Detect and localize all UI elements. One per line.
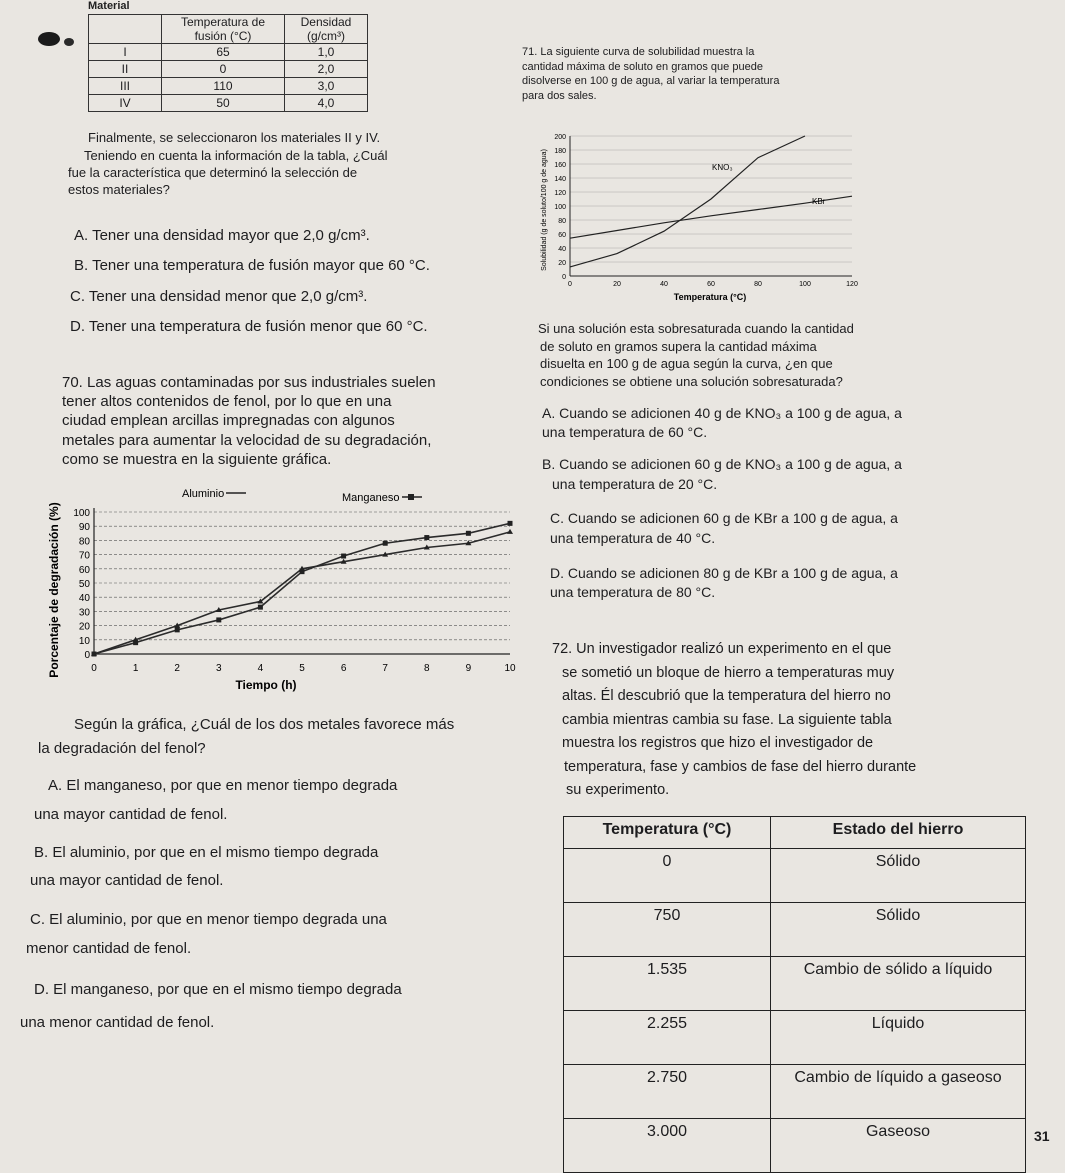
c1-ytick-label: 10 bbox=[78, 635, 90, 647]
c2-ytick-label: 160 bbox=[554, 162, 566, 169]
c2-xtick-label: 80 bbox=[754, 281, 762, 288]
q69-option-c[interactable]: C. Tener una densidad menor que 2,0 g/cm³. bbox=[70, 288, 368, 305]
c1-point bbox=[216, 617, 221, 622]
c1-xtick-label: 6 bbox=[340, 663, 347, 674]
cell: 50 bbox=[162, 95, 285, 112]
cell: 0 bbox=[162, 61, 285, 78]
c1-xtick-label: 4 bbox=[257, 663, 264, 674]
q69-stem-3: fue la característica que determinó la selección de bbox=[68, 165, 358, 180]
c1-point bbox=[508, 521, 513, 526]
cell: 65 bbox=[162, 44, 285, 61]
cell: II bbox=[89, 61, 162, 78]
q72-stem-5: muestra los registros que hizo el investigador de bbox=[562, 735, 874, 751]
cell: 3.000 bbox=[564, 1119, 771, 1173]
q72-stem-6: temperatura, fase y cambios de fase del hierro durante bbox=[564, 758, 917, 775]
c2-ytick-label: 140 bbox=[554, 176, 566, 183]
q71-stem-4: para dos sales. bbox=[522, 89, 597, 102]
option-line: una menor cantidad de fenol. bbox=[20, 1014, 215, 1031]
q69-stem-4: estos materiales? bbox=[68, 182, 170, 197]
kno3-series-label: KNO₃ bbox=[712, 163, 733, 172]
c2-ytick-label: 0 bbox=[562, 274, 566, 281]
cell: Cambio de sólido a líquido bbox=[771, 957, 1026, 1011]
q72-stem-4: cambia mientras cambia su fase. La siguiente tabla bbox=[562, 711, 892, 728]
iron-phase-table bbox=[563, 816, 1026, 1173]
option-line: C. Cuando se adicionen 60 g de KBr a 100 g de agua, a bbox=[550, 510, 898, 526]
option-line: A. El manganeso, por que en menor tiempo degrada bbox=[48, 777, 398, 794]
cell: 110 bbox=[162, 78, 285, 95]
cell: Líquido bbox=[771, 1011, 1026, 1065]
q70-stem-4: metales para aumentar la velocidad de su degradación, bbox=[62, 432, 432, 449]
option-line: menor cantidad de fenol. bbox=[26, 940, 192, 957]
q72-stem-1: 72. Un investigador realizó un experimento en el que bbox=[552, 641, 892, 657]
q70-question-2: la degradación del fenol? bbox=[38, 740, 206, 757]
c1-ytick-label: 20 bbox=[78, 621, 90, 633]
table-row bbox=[89, 78, 368, 95]
c2-ytick-label: 200 bbox=[554, 134, 566, 141]
c2-ytick-label: 120 bbox=[554, 190, 566, 197]
cell: 4,0 bbox=[285, 95, 368, 112]
option-line: una mayor cantidad de fenol. bbox=[30, 872, 224, 889]
option-line: una temperatura de 40 °C. bbox=[550, 530, 716, 546]
c2-xtick-label: 40 bbox=[660, 281, 668, 288]
option-line: C. El aluminio, por que en menor tiempo degrada una bbox=[30, 911, 387, 928]
q70-stem-2: tener altos contenidos de fenol, por lo que en una bbox=[62, 393, 392, 410]
material-table-header-stub: Material bbox=[88, 0, 130, 12]
c1-point bbox=[175, 627, 180, 632]
c1-xtick-label: 10 bbox=[504, 663, 516, 674]
c1-xtick-label: 0 bbox=[91, 663, 97, 674]
c2-xtick-label: 20 bbox=[613, 281, 621, 288]
q71-stem-3: disolverse en 100 g de agua, al variar la temperatura bbox=[522, 75, 780, 87]
cell: I bbox=[89, 44, 162, 61]
c1-xtick-label: 2 bbox=[174, 663, 180, 674]
c1-point bbox=[300, 569, 305, 574]
c1-xtick-label: 5 bbox=[299, 663, 305, 674]
cell: 1.535 bbox=[564, 957, 771, 1011]
q71-question-1: Si una solución esta sobresaturada cuando la cantidad bbox=[538, 321, 854, 336]
cell: 2.255 bbox=[564, 1011, 771, 1065]
col-state: Estado del hierro bbox=[771, 817, 1026, 849]
c2-ytick-label: 20 bbox=[558, 260, 566, 267]
c1-ytick-label: 0 bbox=[84, 650, 90, 661]
legend-manganeso-marker bbox=[408, 494, 414, 500]
table-row bbox=[89, 44, 368, 61]
cell: 1,0 bbox=[285, 44, 368, 61]
c1-ytick-label: 60 bbox=[78, 564, 90, 576]
degradation-chart bbox=[40, 478, 530, 700]
c1-point bbox=[424, 535, 429, 540]
col-melting: Temperatura de fusión (°C) bbox=[162, 15, 285, 44]
c1-ytick-label: 40 bbox=[78, 593, 90, 605]
option-line: B. El aluminio, por que en el mismo tiempo degrada bbox=[34, 844, 379, 861]
q69-stem-2: Teniendo en cuenta la información de la tabla, ¿Cuál bbox=[84, 148, 388, 163]
table-row bbox=[564, 903, 1026, 957]
q70-stem-5: como se muestra en la siguiente gráfica. bbox=[62, 451, 332, 468]
c1-point bbox=[133, 640, 138, 645]
q69-option-a[interactable]: A. Tener una densidad mayor que 2,0 g/cm³. bbox=[74, 227, 370, 244]
cell: Gaseoso bbox=[771, 1119, 1026, 1173]
col-density: Densidad (g/cm³) bbox=[285, 15, 368, 44]
legend-manganeso-label: Manganeso bbox=[342, 492, 400, 504]
q70-question-1: Según la gráfica, ¿Cuál de los dos metales favorece más bbox=[74, 716, 455, 733]
c1-xtick-label: 9 bbox=[465, 663, 472, 674]
cell: Sólido bbox=[771, 903, 1026, 957]
q71-question-3: disuelta en 100 g de agua según la curva, ¿en que bbox=[540, 356, 833, 371]
q69-option-b[interactable]: B. Tener una temperatura de fusión mayor que 60 °C. bbox=[74, 257, 430, 274]
option-line: una temperatura de 80 °C. bbox=[550, 584, 716, 600]
kbr-series-label: KBr bbox=[812, 197, 826, 206]
c2-ytick-label: 40 bbox=[558, 246, 566, 253]
c1-ylabel: Porcentaje de degradación (%) bbox=[47, 502, 61, 678]
c2-series-line-0 bbox=[570, 136, 805, 267]
option-line: B. Cuando se adicionen 60 g de KNO₃ a 100 g de agua, a bbox=[542, 456, 902, 472]
c1-ytick-label: 90 bbox=[78, 522, 90, 534]
c1-point bbox=[383, 541, 388, 546]
c1-xtick-label: 3 bbox=[216, 663, 222, 674]
table-row bbox=[89, 95, 368, 112]
table-row bbox=[564, 1011, 1026, 1065]
c1-xtick-label: 7 bbox=[382, 663, 388, 674]
q71-question-4: condiciones se obtiene una solución sobresaturada? bbox=[540, 373, 843, 389]
c1-xlabel: Tiempo (h) bbox=[235, 678, 297, 692]
c1-xtick-label: 1 bbox=[132, 663, 139, 674]
q70-stem-3: ciudad emplean arcillas impregnadas con algunos bbox=[62, 412, 395, 429]
hole-punch-dot bbox=[64, 38, 74, 46]
col-temperature: Temperatura (°C) bbox=[564, 817, 771, 849]
c2-ytick-label: 180 bbox=[554, 148, 566, 155]
table-row bbox=[564, 1119, 1026, 1173]
cell: 2,0 bbox=[285, 61, 368, 78]
materials-table bbox=[88, 14, 368, 112]
solubility-chart bbox=[530, 128, 870, 306]
c2-xtick-label: 60 bbox=[707, 281, 715, 288]
q69-stem-1: Finalmente, se seleccionaron los materiales II y IV. bbox=[88, 130, 381, 145]
c2-ytick-label: 80 bbox=[558, 218, 566, 225]
q72-stem-3: altas. Él descubrió que la temperatura del hierro no bbox=[562, 688, 891, 704]
c1-ytick-label: 100 bbox=[73, 508, 90, 519]
q72-stem-7: su experimento. bbox=[566, 782, 670, 798]
option-line: una temperatura de 20 °C. bbox=[552, 476, 718, 492]
c2-ytick-label: 100 bbox=[554, 204, 566, 211]
cell: IV bbox=[89, 95, 162, 112]
c2-xtick-label: 0 bbox=[568, 281, 572, 288]
cell: 2.750 bbox=[564, 1065, 771, 1119]
q72-stem-2: se sometió un bloque de hierro a temperaturas muy bbox=[562, 664, 895, 681]
c1-series-line-1 bbox=[94, 523, 510, 654]
c1-ytick-label: 30 bbox=[78, 607, 90, 619]
page-number: 31 bbox=[1034, 1128, 1050, 1144]
option-line: D. El manganeso, por que en el mismo tiempo degrada bbox=[34, 981, 402, 998]
q71-stem-2: cantidad máxima de soluto en gramos que puede bbox=[522, 60, 763, 73]
col-material bbox=[89, 15, 162, 44]
table-row bbox=[564, 957, 1026, 1011]
c1-ytick-label: 70 bbox=[78, 550, 90, 562]
c1-ytick-label: 50 bbox=[78, 579, 90, 590]
cell: Cambio de líquido a gaseoso bbox=[771, 1065, 1026, 1119]
c1-point bbox=[92, 652, 97, 657]
option-line: una temperatura de 60 °C. bbox=[542, 424, 708, 440]
c2-xtick-label: 100 bbox=[799, 281, 811, 288]
c1-point bbox=[507, 529, 513, 534]
table-row bbox=[564, 849, 1026, 903]
q71-stem-1: 71. La siguiente curva de solubilidad muestra la bbox=[522, 46, 755, 58]
legend-aluminio-label: Aluminio bbox=[182, 488, 225, 500]
c1-point bbox=[466, 531, 471, 536]
q70-stem-1: 70. Las aguas contaminadas por sus industriales suelen bbox=[62, 374, 436, 391]
cell: III bbox=[89, 78, 162, 95]
cell: 3,0 bbox=[285, 78, 368, 95]
q69-option-d[interactable]: D. Tener una temperatura de fusión menor que 60 °C. bbox=[70, 318, 428, 335]
c1-point bbox=[258, 605, 263, 610]
table-row bbox=[89, 61, 368, 78]
c2-xlabel: Temperatura (°C) bbox=[673, 292, 747, 302]
c1-point bbox=[341, 554, 346, 559]
cell: 0 bbox=[564, 849, 771, 903]
cell: 750 bbox=[564, 903, 771, 957]
option-line: una mayor cantidad de fenol. bbox=[34, 806, 228, 823]
c2-series-line-1 bbox=[570, 196, 852, 238]
cell: Sólido bbox=[771, 849, 1026, 903]
c1-ytick-label: 80 bbox=[78, 536, 90, 548]
q71-question-2: de soluto en gramos supera la cantidad máxima bbox=[540, 338, 817, 354]
option-line: D. Cuando se adicionen 80 g de KBr a 100 g de agua, a bbox=[550, 565, 898, 581]
c2-xtick-label: 120 bbox=[846, 281, 858, 288]
option-line: A. Cuando se adicionen 40 g de KNO₃ a 100 g de agua, a bbox=[542, 405, 902, 421]
c1-xtick-label: 8 bbox=[424, 663, 430, 674]
c2-ytick-label: 60 bbox=[558, 232, 566, 239]
c2-ylabel: Solubilidad (g de soluto/100 g de agua) bbox=[541, 149, 548, 271]
hole-punch-dot bbox=[38, 32, 60, 46]
table-row bbox=[564, 1065, 1026, 1119]
